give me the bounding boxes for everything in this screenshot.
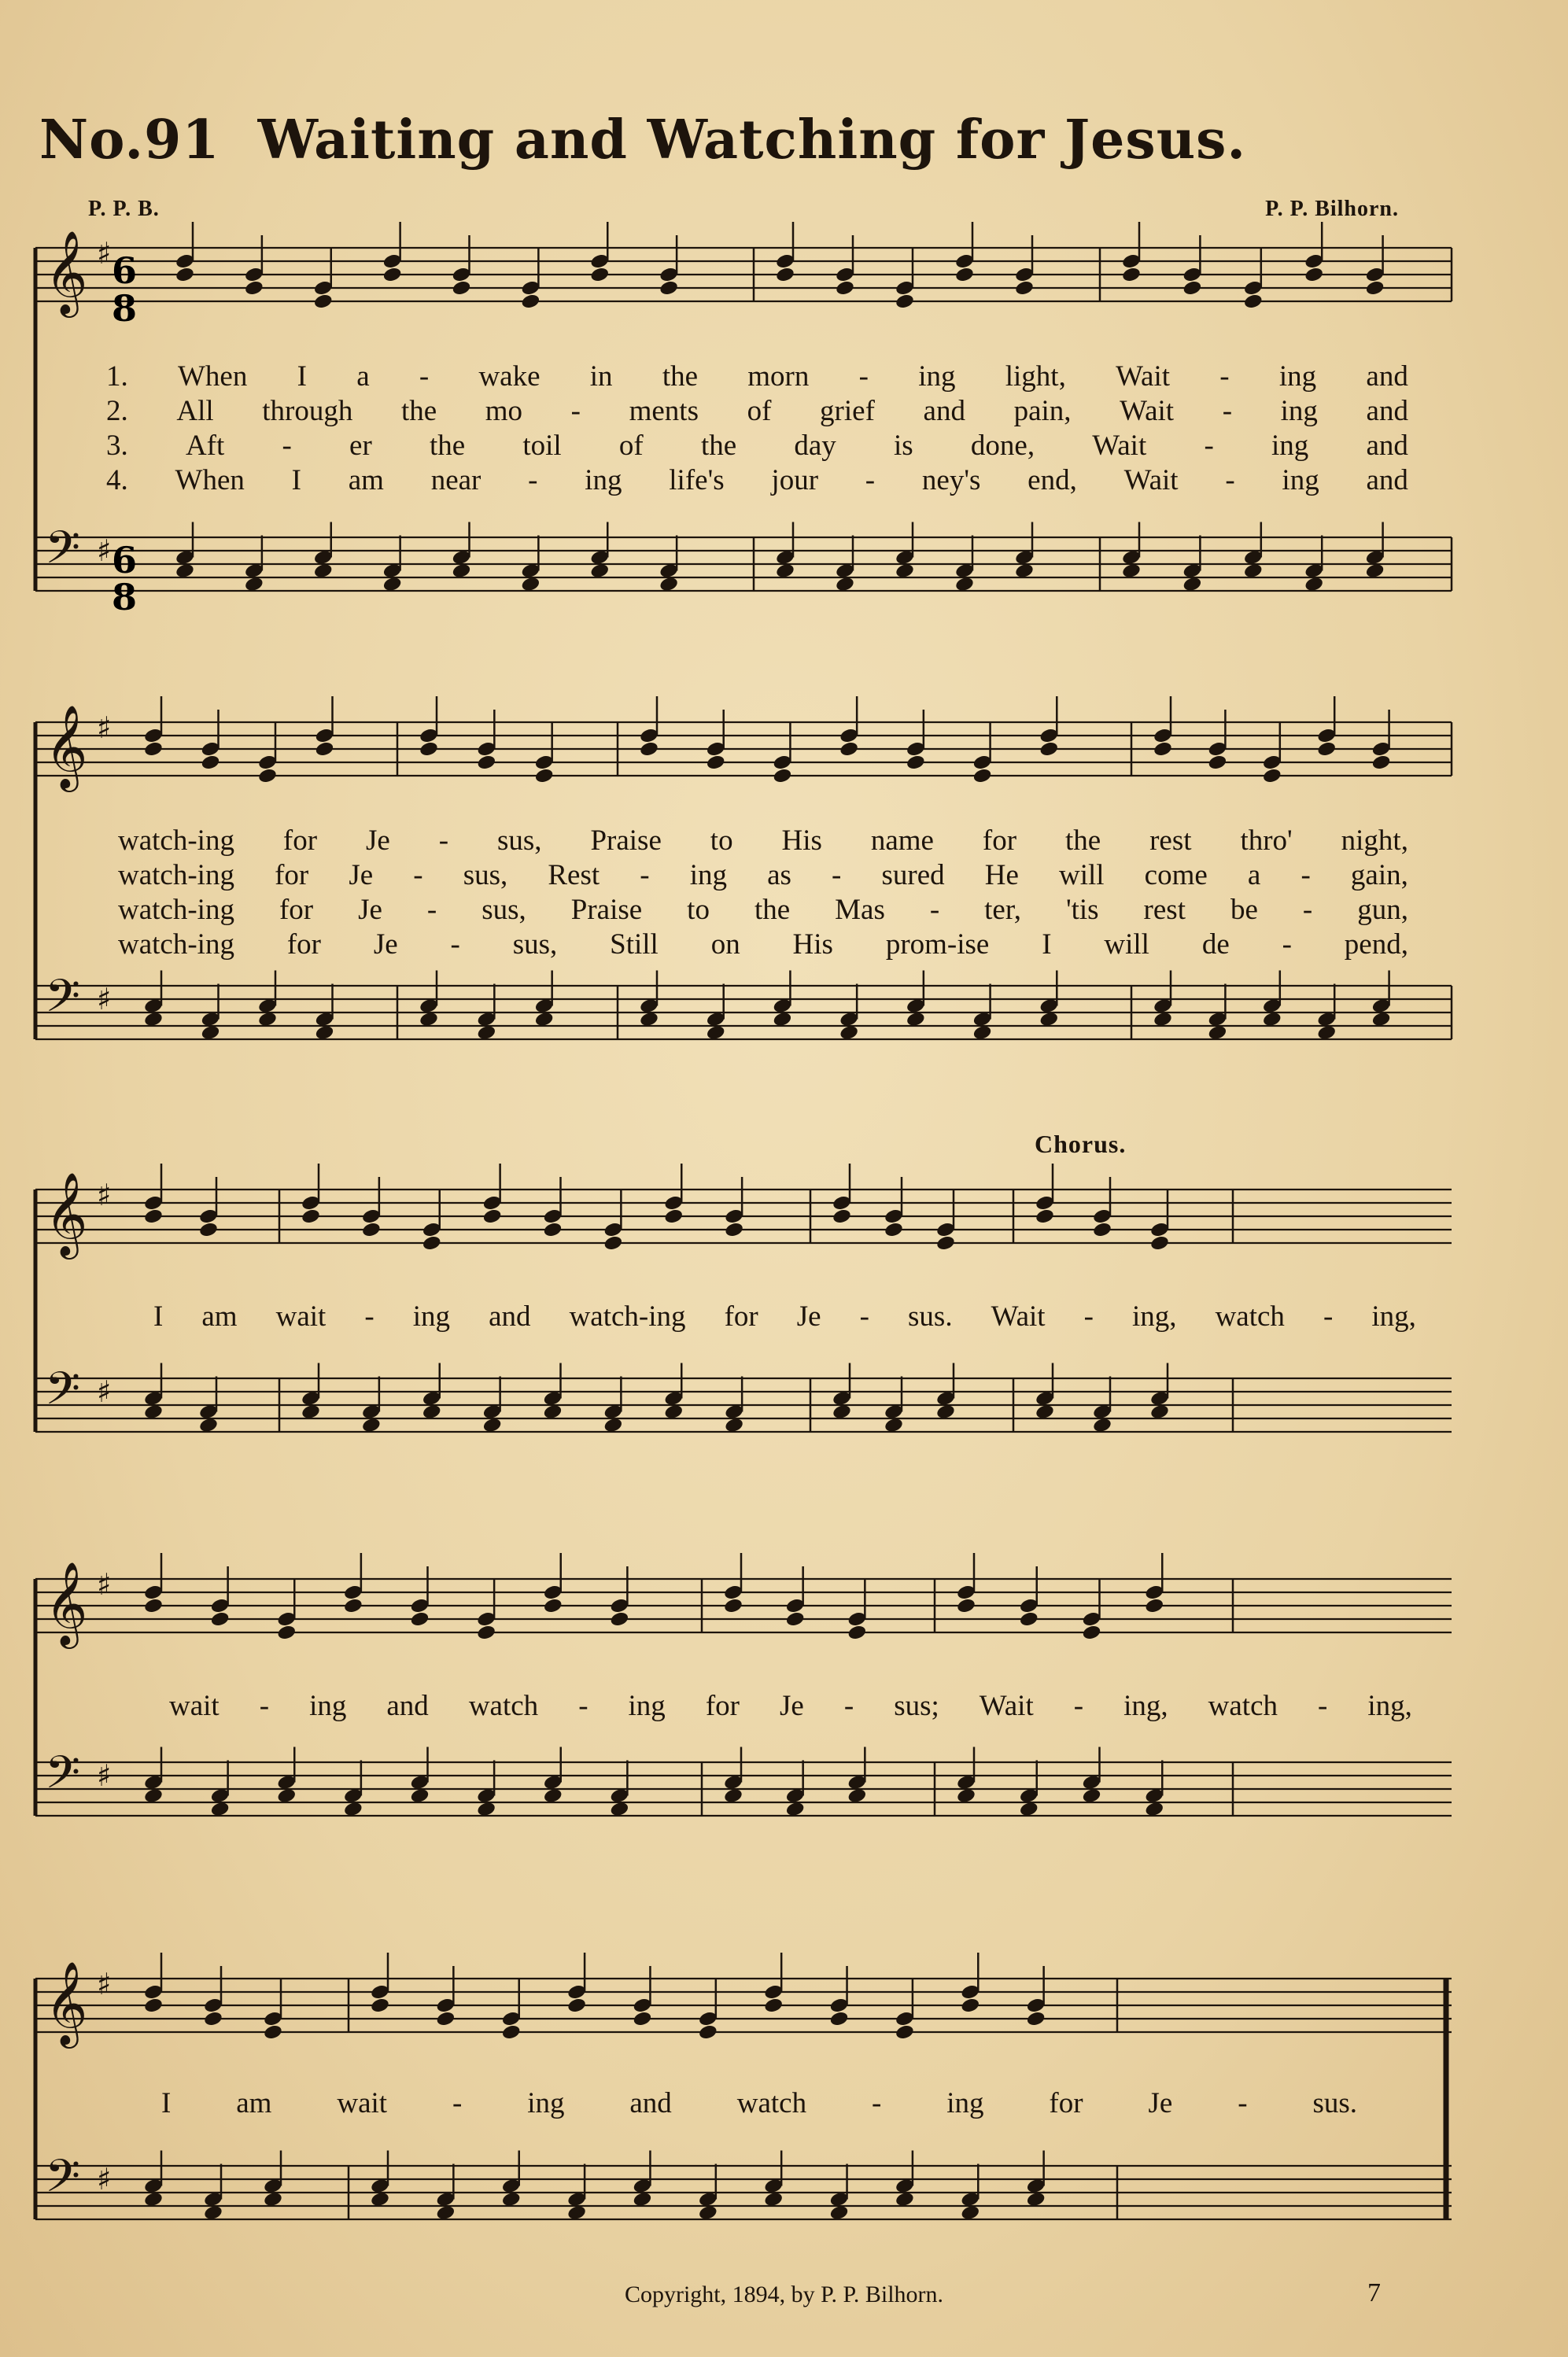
lyric-syllable: day (794, 430, 836, 462)
staff-systems (35, 222, 1452, 2221)
lyric-syllable: and (489, 1300, 531, 1333)
lyric-syllable: watch-ing (569, 1300, 686, 1333)
lyric-syllable: watch (1208, 1690, 1278, 1722)
lyric-syllable: watch (1215, 1300, 1285, 1333)
lyric-syllable: thro' (1240, 824, 1293, 857)
lyric-syllable: ing (1282, 464, 1319, 496)
lyric-syllable: jour (771, 464, 819, 496)
lyric-syllable: er (349, 430, 372, 462)
lyric-syllable: mo (485, 395, 523, 427)
chorus-line-3 (161, 2089, 1357, 2118)
hymn-title-text: Waiting and Watching for Jesus. (257, 109, 1247, 172)
note-head (419, 740, 439, 758)
lyric-syllable: watch (468, 1690, 539, 1722)
note-head (663, 1208, 684, 1225)
lyric-syllable: to (710, 824, 733, 857)
note-head (659, 279, 679, 297)
lyric-syllable: Je (796, 1300, 821, 1333)
lyric-syllable: - (1302, 894, 1313, 926)
lyric-syllable: ing (412, 1300, 451, 1333)
bass-time-bottom: 8 (111, 576, 138, 618)
lyric-syllable: His (781, 824, 822, 857)
lyric-syllable: name (870, 824, 934, 857)
note-head (895, 293, 915, 310)
lyric-syllable: rest (1143, 894, 1186, 926)
lyric-syllable: - (859, 1300, 869, 1333)
lyric-syllable: ing, (1367, 1690, 1412, 1722)
note-head (257, 767, 278, 784)
sharp-icon: ♯ (97, 1567, 112, 1602)
words-credit: P. P. B. (88, 197, 160, 221)
lyric-syllable: I (161, 2087, 172, 2119)
verse-2-line-1 (106, 397, 1408, 426)
treble-time-top: 6 (111, 249, 138, 292)
note-head (1035, 1208, 1055, 1225)
note-head (175, 266, 195, 283)
note-head (1304, 266, 1324, 283)
lyric-syllable: Wait (1092, 430, 1147, 462)
lyric-syllable: ing, (1132, 1300, 1177, 1333)
lyric-syllable: and (1366, 430, 1408, 462)
treble-time-bottom: 8 (111, 287, 138, 330)
lyric-syllable: ing (689, 859, 727, 891)
lyric-syllable: ing (628, 1690, 666, 1722)
treble-clef-icon: 𝄞 (45, 704, 88, 788)
note-head (603, 1234, 623, 1252)
note-head (609, 1610, 629, 1628)
chorus-label: Chorus. (1035, 1130, 1127, 1158)
note-head (839, 740, 859, 758)
lyric-syllable: is (894, 430, 913, 462)
lyric-syllable: - (452, 2087, 463, 2119)
lyric-syllable: I (297, 360, 307, 393)
verse-4-line-1 (106, 466, 1408, 495)
note-head (203, 2010, 223, 2027)
lyric-syllable: gain, (1350, 859, 1408, 891)
note-head (954, 266, 975, 283)
lyric-syllable: ing, (1371, 1300, 1416, 1333)
lyric-syllable: I (291, 464, 301, 496)
treble-clef-icon: 𝄞 (45, 1960, 88, 2045)
lyric-syllable: toil (522, 430, 562, 462)
lyric-syllable: - (438, 824, 449, 857)
note-head (198, 1221, 219, 1238)
lyric-syllable: Je (349, 859, 374, 891)
sharp-icon: ♯ (97, 236, 112, 271)
note-head (361, 1221, 382, 1238)
verse-1-line-1 (106, 362, 1408, 391)
lyric-syllable: watch-ing (118, 894, 234, 926)
note-head (895, 2023, 915, 2041)
lyric-syllable: ing (527, 2087, 565, 2119)
lyric-syllable: - (528, 464, 538, 496)
lyric-syllable: in (589, 360, 613, 393)
music-credit: P. P. Bilhorn. (1265, 197, 1399, 221)
lyric-syllable: Wait (991, 1300, 1046, 1333)
note-head (201, 754, 221, 771)
bass-clef-icon: 𝄢 (45, 2149, 81, 2214)
note-head (935, 1234, 956, 1252)
note-head (960, 1997, 980, 2014)
lyric-syllable: wait (275, 1300, 327, 1333)
lyric-syllable: Wait (979, 1690, 1034, 1722)
bass-time-top: 6 (111, 539, 138, 581)
lyric-syllable: be (1230, 894, 1258, 926)
verse-3-line-1 (106, 431, 1408, 460)
note-head (482, 1208, 503, 1225)
lyric-syllable: for (705, 1690, 740, 1722)
lyric-syllable: morn (747, 360, 810, 393)
note-head (1149, 1234, 1170, 1252)
lyric-syllable: 4. (106, 464, 128, 496)
note-head (1365, 279, 1385, 297)
note-head (1026, 2010, 1046, 2027)
lyric-syllable: pain, (1013, 395, 1072, 427)
note-head (520, 293, 540, 310)
lyric-syllable: sus. (908, 1300, 953, 1333)
lyric-syllable: and (923, 395, 965, 427)
chorus-line-2 (169, 1691, 1412, 1721)
note-head (972, 767, 993, 784)
sharp-icon: ♯ (97, 1178, 112, 1212)
lyric-syllable: as (767, 859, 791, 891)
lyric-syllable: - (1204, 430, 1214, 462)
lyric-syllable: sus; (894, 1690, 939, 1722)
lyric-syllable: done, (970, 430, 1035, 462)
lyric-syllable: Je (373, 928, 398, 961)
note-head (1014, 279, 1035, 297)
lyric-syllable: - (1073, 1690, 1084, 1722)
lyric-syllable: for (982, 824, 1017, 857)
note-head (832, 1208, 852, 1225)
lyric-syllable: of (618, 430, 644, 462)
lyric-syllable: watch-ing (118, 928, 234, 961)
lyric-syllable: wake (478, 360, 540, 393)
note-head (1019, 1610, 1039, 1628)
lyric-syllable: 1. (106, 360, 128, 393)
lyric-syllable: on (710, 928, 740, 961)
verse-2-line-2 (118, 861, 1408, 890)
lyric-syllable: - (1238, 2087, 1248, 2119)
lyric-syllable: He (984, 859, 1019, 891)
lyric-syllable: - (1323, 1300, 1334, 1333)
lyric-syllable: I (153, 1300, 164, 1333)
lyric-syllable: pend, (1344, 928, 1408, 961)
lyric-syllable: Aft (185, 430, 225, 462)
treble-clef-icon: 𝄞 (45, 230, 88, 314)
lyric-syllable: ter, (984, 894, 1021, 926)
lyric-syllable: and (629, 2087, 672, 2119)
note-head (501, 2023, 522, 2041)
note-head (543, 1221, 563, 1238)
note-head (435, 2010, 456, 2027)
lyric-syllable: - (426, 894, 437, 926)
lyric-syllable: ing (918, 360, 956, 393)
lyric-syllable: ing (946, 2087, 984, 2119)
note-head (315, 740, 335, 758)
lyric-syllable: end, (1028, 464, 1077, 496)
lyric-syllable: ing (1271, 430, 1309, 462)
lyric-syllable: watch (736, 2087, 807, 2119)
note-head (343, 1597, 363, 1614)
note-head (706, 754, 726, 771)
lyric-syllable: life's (669, 464, 725, 496)
lyric-syllable: - (282, 430, 292, 462)
sharp-icon: ♯ (97, 1374, 112, 1409)
sharp-icon: ♯ (97, 710, 112, 745)
note-head (785, 1610, 806, 1628)
note-head (143, 1597, 164, 1614)
note-head (847, 1624, 867, 1641)
lyric-syllable: - (578, 1690, 588, 1722)
note-head (639, 740, 659, 758)
note-head (589, 266, 610, 283)
lyric-syllable: night, (1341, 824, 1408, 857)
lyric-syllable: ney's (921, 464, 981, 496)
note-head (835, 279, 855, 297)
lyric-syllable: for (1049, 2087, 1083, 2119)
bass-clef-icon: 𝄢 (45, 521, 81, 585)
lyric-syllable: 'tis (1065, 894, 1099, 926)
lyric-syllable: for (724, 1300, 758, 1333)
lyric-syllable: Rest (548, 859, 600, 891)
lyric-syllable: Still (610, 928, 659, 961)
lyric-syllable: - (259, 1690, 270, 1722)
lyric-syllable: wait (337, 2087, 388, 2119)
page-number: 7 (1367, 2278, 1381, 2307)
lyric-syllable: Wait (1123, 464, 1179, 496)
lyric-syllable: - (364, 1300, 374, 1333)
lyric-syllable: the (700, 430, 737, 462)
note-head (775, 266, 795, 283)
lyric-syllable: sus, (512, 928, 558, 961)
note-head (370, 1997, 390, 2014)
note-head (210, 1610, 231, 1628)
lyric-syllable: sus, (463, 859, 508, 891)
note-head (1153, 740, 1173, 758)
note-head (410, 1610, 430, 1628)
note-head (633, 2010, 653, 2027)
lyric-syllable: for (279, 894, 314, 926)
note-head (244, 279, 264, 297)
lyric-syllable: - (832, 859, 842, 891)
lyric-syllable: prom-ise (885, 928, 990, 961)
note-head (1182, 279, 1202, 297)
lyric-syllable: of (747, 395, 772, 427)
lyric-syllable: - (1225, 464, 1235, 496)
note-head (723, 1597, 743, 1614)
note-head (884, 1221, 904, 1238)
lyric-syllable: - (1282, 928, 1292, 961)
note-head (698, 2023, 718, 2041)
lyric-syllable: Je (365, 824, 390, 857)
note-head (1121, 266, 1142, 283)
note-head (452, 279, 472, 297)
lyric-syllable: Praise (590, 824, 662, 857)
lyric-syllable: All (176, 395, 214, 427)
lyric-syllable: watch-ing (118, 824, 234, 857)
lyric-syllable: the (429, 430, 466, 462)
lyric-syllable: ing (585, 464, 622, 496)
lyric-syllable: ing (1278, 360, 1317, 393)
lyric-syllable: the (1064, 824, 1101, 857)
sharp-icon: ♯ (97, 982, 112, 1016)
lyric-syllable: ing (1280, 395, 1318, 427)
sharp-icon: ♯ (97, 533, 112, 568)
lyric-syllable: Mas (835, 894, 885, 926)
note-head (143, 740, 164, 758)
lyric-syllable: rest (1149, 824, 1192, 857)
note-head (543, 1597, 563, 1614)
lyric-syllable: de (1201, 928, 1230, 961)
lyric-syllable: am (201, 1300, 238, 1333)
lyric-syllable: - (858, 360, 869, 393)
lyric-syllable: wait (169, 1690, 220, 1722)
lyric-syllable: near (430, 464, 481, 496)
treble-clef-icon: 𝄞 (45, 1561, 88, 1645)
bass-clef-icon: 𝄢 (45, 1362, 81, 1426)
verse-3-line-2 (118, 895, 1408, 924)
bass-clef-icon: 𝄢 (45, 969, 81, 1034)
lyric-syllable: the (400, 395, 437, 427)
note-head (1243, 293, 1264, 310)
lyric-syllable: a (1247, 859, 1261, 891)
lyric-syllable: When (175, 464, 245, 496)
lyric-syllable: sus, (481, 894, 526, 926)
chorus-line-1 (153, 1302, 1416, 1331)
lyric-syllable: for (282, 824, 318, 857)
lyric-syllable: - (640, 859, 650, 891)
lyric-syllable: to (687, 894, 710, 926)
lyric-syllable: sus. (1312, 2087, 1357, 2119)
note-head (1082, 1624, 1102, 1641)
hymn-number: No.91 (39, 109, 220, 172)
lyric-syllable: grief (820, 395, 875, 427)
lyric-syllable: a (356, 360, 370, 393)
lyric-syllable: come (1144, 859, 1208, 891)
lyric-syllable: - (865, 464, 876, 496)
note-head (763, 1997, 784, 2014)
note-head (143, 1208, 164, 1225)
lyric-syllable: - (929, 894, 940, 926)
sharp-icon: ♯ (97, 2162, 112, 2197)
lyric-syllable: Je (1148, 2087, 1173, 2119)
lyric-syllable: - (1301, 859, 1311, 891)
lyric-syllable: through (262, 395, 353, 427)
note-head (1144, 1597, 1164, 1614)
lyric-syllable: - (871, 2087, 882, 2119)
lyric-syllable: When (178, 360, 248, 393)
lyric-syllable: gun, (1357, 894, 1408, 926)
lyric-syllable: for (275, 859, 309, 891)
note-head (276, 1624, 297, 1641)
lyric-syllable: ing, (1123, 1690, 1168, 1722)
note-head (1371, 754, 1392, 771)
note-head (422, 1234, 442, 1252)
verse-4-line-2 (118, 930, 1408, 959)
bass-clef-icon: 𝄢 (45, 1746, 81, 1810)
lyric-syllable: will (1059, 859, 1105, 891)
lyric-syllable: and (386, 1690, 429, 1722)
lyric-syllable: - (450, 928, 460, 961)
lyric-syllable: light, (1005, 360, 1066, 393)
lyric-syllable: and (1366, 464, 1408, 496)
note-head (1039, 740, 1059, 758)
note-head (1092, 1221, 1112, 1238)
sharp-icon: ♯ (97, 1967, 112, 2001)
lyric-syllable: - (1219, 360, 1230, 393)
lyric-syllable: Praise (570, 894, 643, 926)
note-head (1207, 754, 1227, 771)
lyric-syllable: - (843, 1690, 854, 1722)
lyric-syllable: the (662, 360, 699, 393)
lyric-syllable: sured (881, 859, 945, 891)
lyric-syllable: watch-ing (118, 859, 234, 891)
note-head (773, 767, 793, 784)
note-head (476, 754, 496, 771)
treble-clef-icon: 𝄞 (45, 1171, 88, 1256)
note-head (301, 1208, 321, 1225)
note-head (143, 1997, 164, 2014)
lyric-syllable: - (570, 395, 581, 427)
lyric-syllable: 3. (106, 430, 128, 462)
lyric-syllable: and (1366, 395, 1408, 427)
lyric-syllable: Je (780, 1690, 804, 1722)
lyric-syllable: the (754, 894, 791, 926)
lyric-syllable: ments (629, 395, 699, 427)
lyric-syllable: - (419, 360, 430, 393)
lyric-syllable: - (413, 859, 423, 891)
note-head (1316, 740, 1337, 758)
lyric-syllable: am (236, 2087, 272, 2119)
note-head (263, 2023, 283, 2041)
lyric-syllable: will (1104, 928, 1149, 961)
lyric-syllable: and (1366, 360, 1408, 393)
note-head (476, 1624, 496, 1641)
sharp-icon: ♯ (97, 1758, 112, 1793)
note-head (724, 1221, 744, 1238)
lyric-syllable: 2. (106, 395, 128, 427)
lyric-syllable: Wait (1116, 360, 1171, 393)
note-head (906, 754, 926, 771)
lyric-syllable: am (348, 464, 384, 496)
note-head (566, 1997, 587, 2014)
copyright-notice: Copyright, 1894, by P. P. Bilhorn. (624, 2281, 944, 2307)
note-head (382, 266, 403, 283)
lyric-syllable: Je (358, 894, 382, 926)
lyric-syllable: ing (309, 1690, 347, 1722)
lyric-syllable: sus, (496, 824, 542, 857)
lyric-syllable: Wait (1120, 395, 1175, 427)
note-head (829, 2010, 850, 2027)
lyric-syllable: - (1083, 1300, 1094, 1333)
lyric-syllable: - (1222, 395, 1233, 427)
note-head (313, 293, 334, 310)
lyric-syllable: His (792, 928, 833, 961)
note-head (956, 1597, 976, 1614)
lyric-syllable: for (286, 928, 321, 961)
lyric-syllable: - (1318, 1690, 1328, 1722)
lyric-syllable: I (1042, 928, 1052, 961)
verse-1-line-2 (118, 826, 1408, 855)
note-head (534, 767, 555, 784)
note-head (1262, 767, 1282, 784)
